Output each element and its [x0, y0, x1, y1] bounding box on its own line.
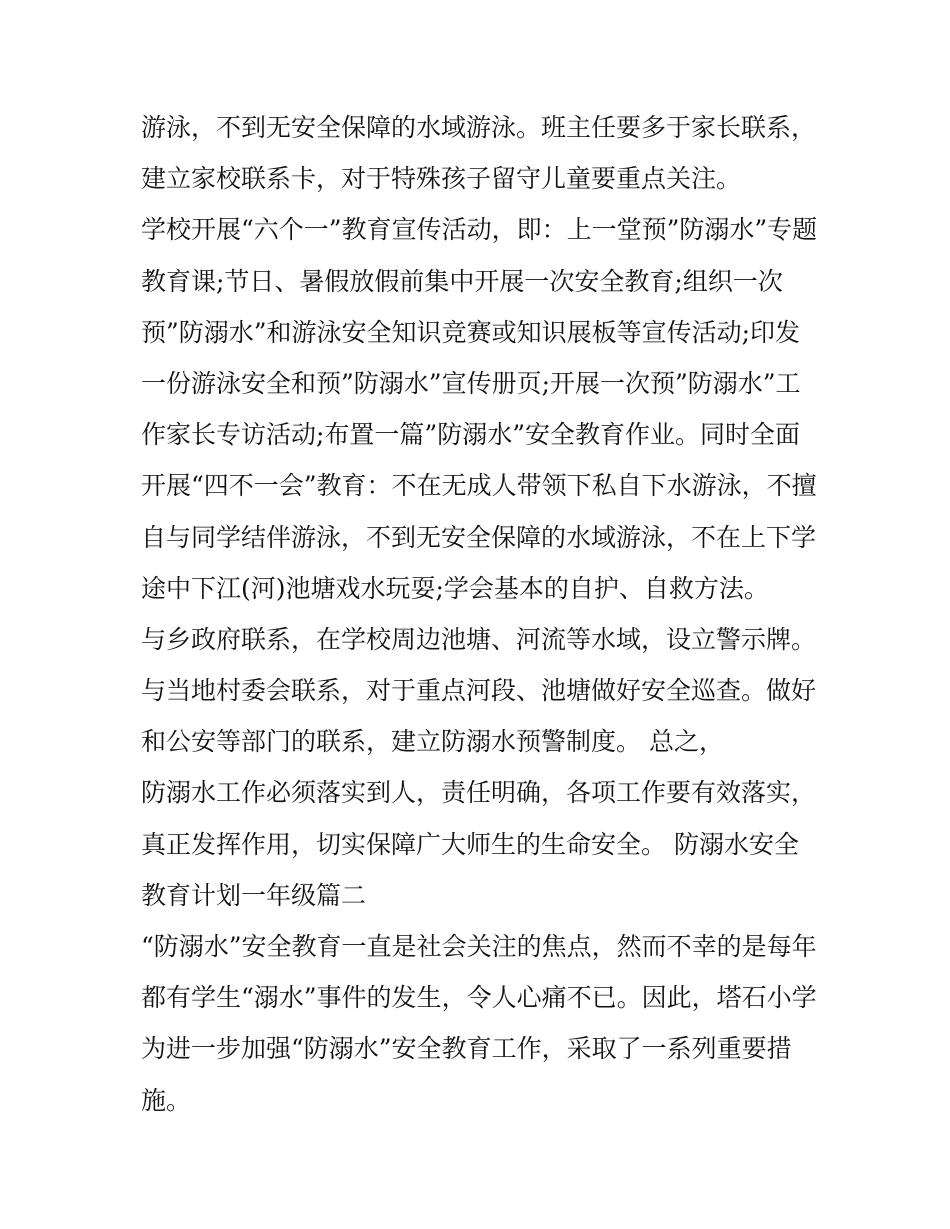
text-line: 真正发挥作用，切实保障广大师生的生命安全。 防溺水安全: [141, 829, 799, 859]
text-line: 施。: [141, 1085, 192, 1115]
text-line: 教育课;节日、暑假放假前集中开展一次安全教育;组织一次: [141, 266, 783, 296]
text-line: 预”防溺水”和游泳安全知识竞赛或知识展板等宣传活动;印发: [141, 317, 800, 347]
text-line: 途中下江(河)池塘戏水玩耍;学会基本的自护、自救方法。: [141, 573, 769, 603]
text-line: 自与同学结伴游泳，不到无安全保障的水域游泳，不在上下学: [141, 522, 817, 552]
text-line: 作家长专访活动;布置一篇”防溺水”安全教育作业。同时全面: [141, 420, 800, 450]
text-line: 和公安等部门的联系，建立防溺水预警制度。 总之，: [141, 727, 724, 757]
document-body: [141, 102, 821, 1126]
text-line: 为进一步加强“防溺水”安全教育工作，采取了一系列重要措: [141, 1034, 792, 1064]
text-line: 防溺水工作必须落实到人，责任明确，各项工作要有效落实，: [141, 778, 817, 808]
text-line: 开展“四不一会”教育：不在无成人带领下私自下水游泳，不擅: [141, 471, 817, 501]
section-heading-line: 教育计划一年级篇二: [141, 880, 367, 910]
text-line: 一份游泳安全和预”防溺水”宣传册页;开展一次预”防溺水”工: [141, 368, 801, 398]
text-line: 学校开展“六个一”教育宣传活动，即：上一堂预”防溺水”专题: [141, 215, 818, 245]
text-line: 建立家校联系卡，对于特殊孩子留守儿童要重点关注。: [141, 164, 742, 194]
text-line: 与当地村委会联系，对于重点河段、池塘做好安全巡查。做好: [141, 676, 817, 706]
text-line: 游泳，不到无安全保障的水域游泳。班主任要多于家长联系，: [141, 113, 817, 142]
text-line: 都有学生“溺水”事件的发生，令人心痛不已。因此，塔石小学: [141, 983, 817, 1013]
text-line: “防溺水”安全教育一直是社会关注的焦点，然而不幸的是每年: [141, 932, 817, 961]
text-line: 与乡政府联系，在学校周边池塘、河流等水域，设立警示牌。: [141, 624, 817, 654]
